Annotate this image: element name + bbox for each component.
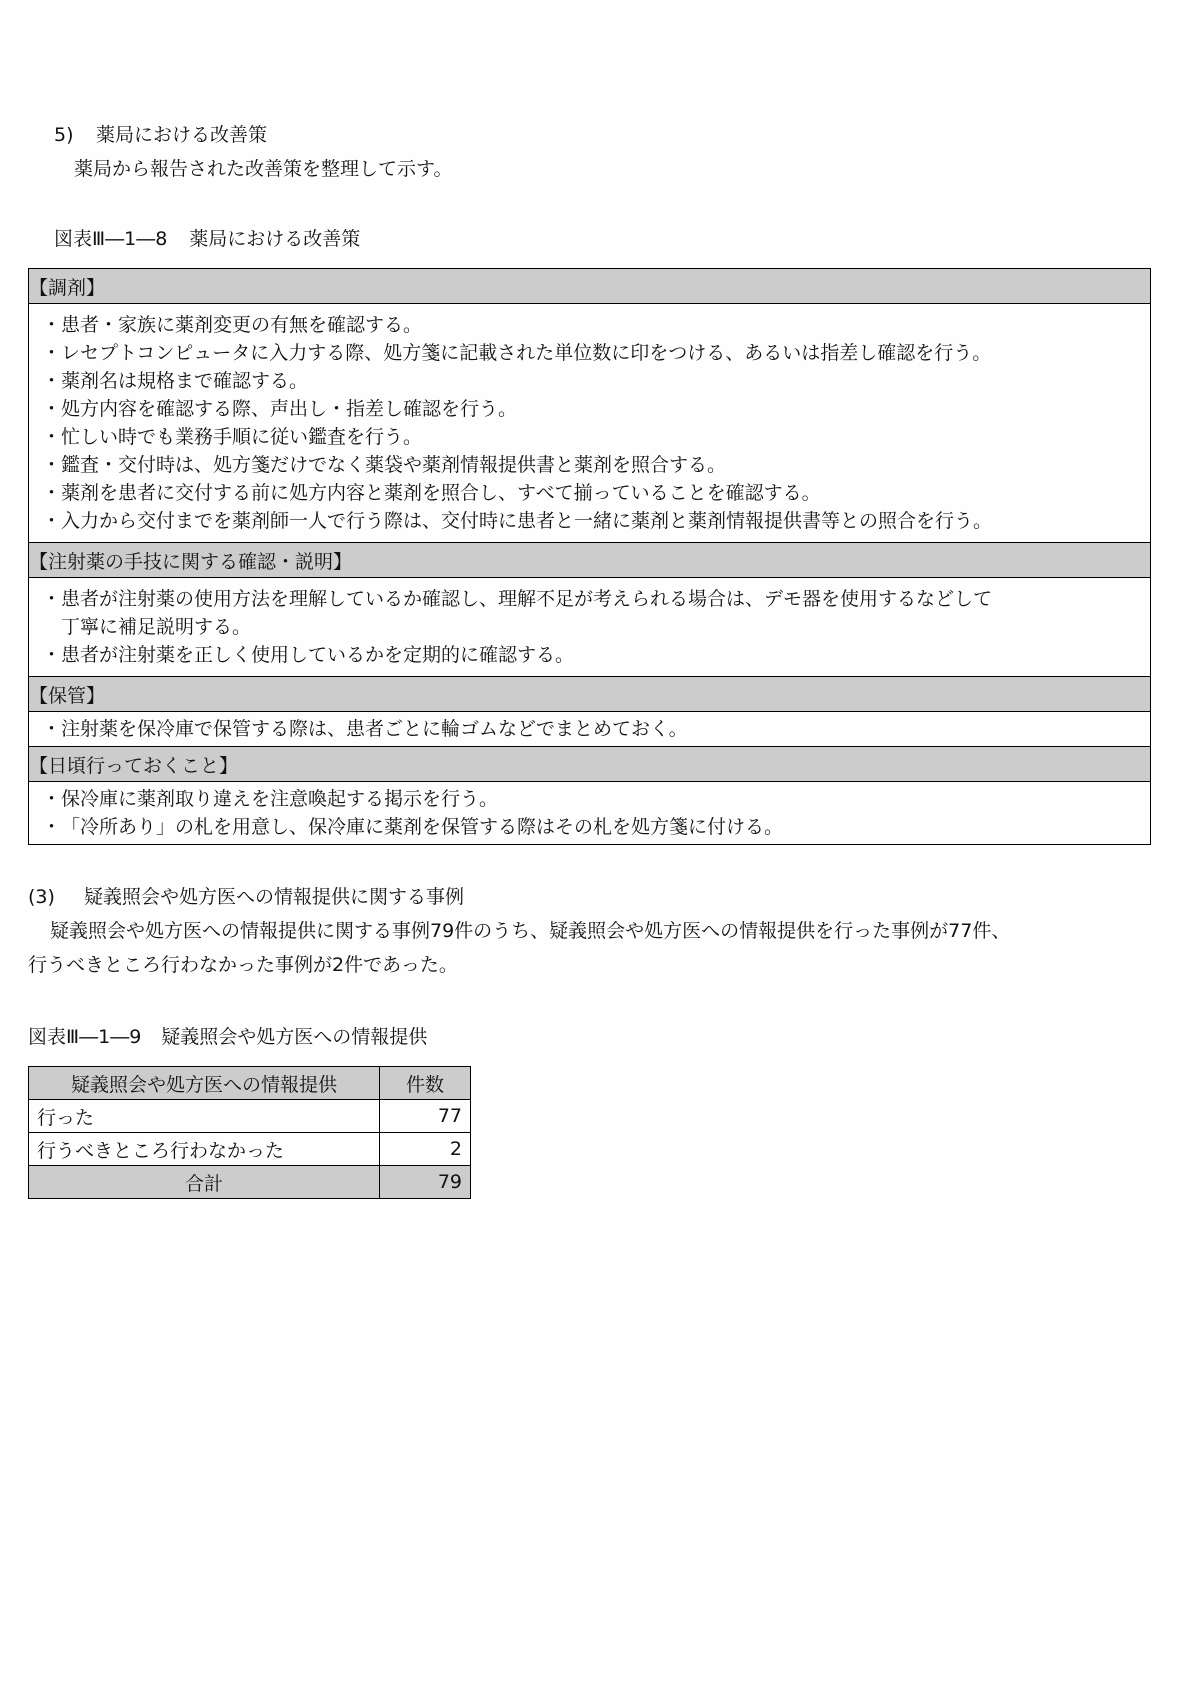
category-header: 【保管】	[29, 677, 1151, 712]
list-item: ・薬剤を患者に交付する前に処方内容と薬剤を照合し、すべて揃っていることを確認する。	[42, 482, 821, 504]
list-item: ・注射薬を保冷庫で保管する際は、患者ごとに輪ゴムなどでまとめておく。	[42, 718, 688, 740]
list-item: ・患者が注射薬を正しく使用しているかを定期的に確認する。	[42, 644, 575, 666]
list-item: ・保冷庫に薬剤取り違えを注意喚起する掲示を行う。	[42, 788, 499, 810]
paragraph-line: 行うべきところ行わなかった事例が2件であった。	[28, 954, 458, 976]
list-item: ・入力から交付までを薬剤師一人で行う際は、交付時に患者と一緒に薬剤と薬剤情報提供書等との照合を行う。	[42, 510, 993, 532]
table-row	[29, 1100, 471, 1133]
row-count: 2	[380, 1133, 471, 1166]
total-row	[29, 1166, 471, 1199]
category-items	[29, 712, 1151, 747]
total-label: 合計	[29, 1166, 380, 1199]
list-item: ・薬剤名は規格まで確認する。	[42, 370, 309, 392]
figure1-title: 薬局における改善策	[189, 228, 361, 250]
list-item: ・鑑査・交付時は、処方箋だけでなく薬袋や薬剤情報提供書と薬剤を照合する。	[42, 454, 727, 476]
figure1-label: 図表Ⅲ―1―8	[54, 228, 168, 250]
figure2-caption	[28, 1028, 427, 1047]
category-header: 【注射薬の手技に関する確認・説明】	[29, 543, 1151, 578]
subsection-number: (3)	[28, 886, 55, 908]
improvement-measures-table	[28, 268, 1151, 845]
section-intro: 薬局から報告された改善策を整理して示す。	[74, 158, 453, 180]
row-count: 77	[380, 1100, 471, 1133]
row-label: 行った	[29, 1100, 380, 1133]
section-number: 5)	[54, 124, 74, 146]
list-item: ・レセプトコンピュータに入力する際、処方箋に記載された単位数に印をつける、あるいは指差し確認を行う。	[42, 342, 992, 364]
section-title: 薬局における改善策	[96, 124, 268, 146]
total-count: 79	[380, 1166, 471, 1199]
category-header: 【調剤】	[29, 269, 1151, 304]
column-header: 疑義照会や処方医への情報提供	[29, 1067, 380, 1100]
row-label: 行うべきところ行わなかった	[29, 1133, 380, 1166]
list-item: ・忙しい時でも業務手順に従い鑑査を行う。	[42, 426, 423, 448]
section-heading	[54, 126, 267, 145]
subsection-title: 疑義照会や処方医への情報提供に関する事例	[84, 886, 465, 908]
column-header: 件数	[380, 1067, 471, 1100]
list-item: ・患者が注射薬の使用方法を理解しているか確認し、理解不足が考えられる場合は、デモ器を使用するなどして	[42, 588, 993, 610]
figure1-caption	[54, 230, 360, 249]
table-row	[29, 1133, 471, 1166]
list-item-continuation: 丁寧に補足説明する。	[61, 616, 252, 638]
figure2-title: 疑義照会や処方医への情報提供	[161, 1026, 428, 1048]
subsection-heading	[28, 888, 464, 907]
paragraph-line: 疑義照会や処方医への情報提供に関する事例79件のうち、疑義照会や処方医への情報提供を行った事例が77件、	[50, 920, 1011, 942]
category-items	[29, 304, 1151, 543]
category-header: 【日頃行っておくこと】	[29, 747, 1151, 782]
figure2-label: 図表Ⅲ―1―9	[28, 1026, 142, 1048]
inquiry-count-table	[28, 1066, 471, 1199]
list-item: ・「冷所あり」の札を用意し、保冷庫に薬剤を保管する際はその札を処方箋に付ける。	[42, 816, 784, 838]
list-item: ・患者・家族に薬剤変更の有無を確認する。	[42, 314, 423, 336]
category-items	[29, 782, 1151, 845]
category-items	[29, 578, 1151, 677]
list-item: ・処方内容を確認する際、声出し・指差し確認を行う。	[42, 398, 518, 420]
